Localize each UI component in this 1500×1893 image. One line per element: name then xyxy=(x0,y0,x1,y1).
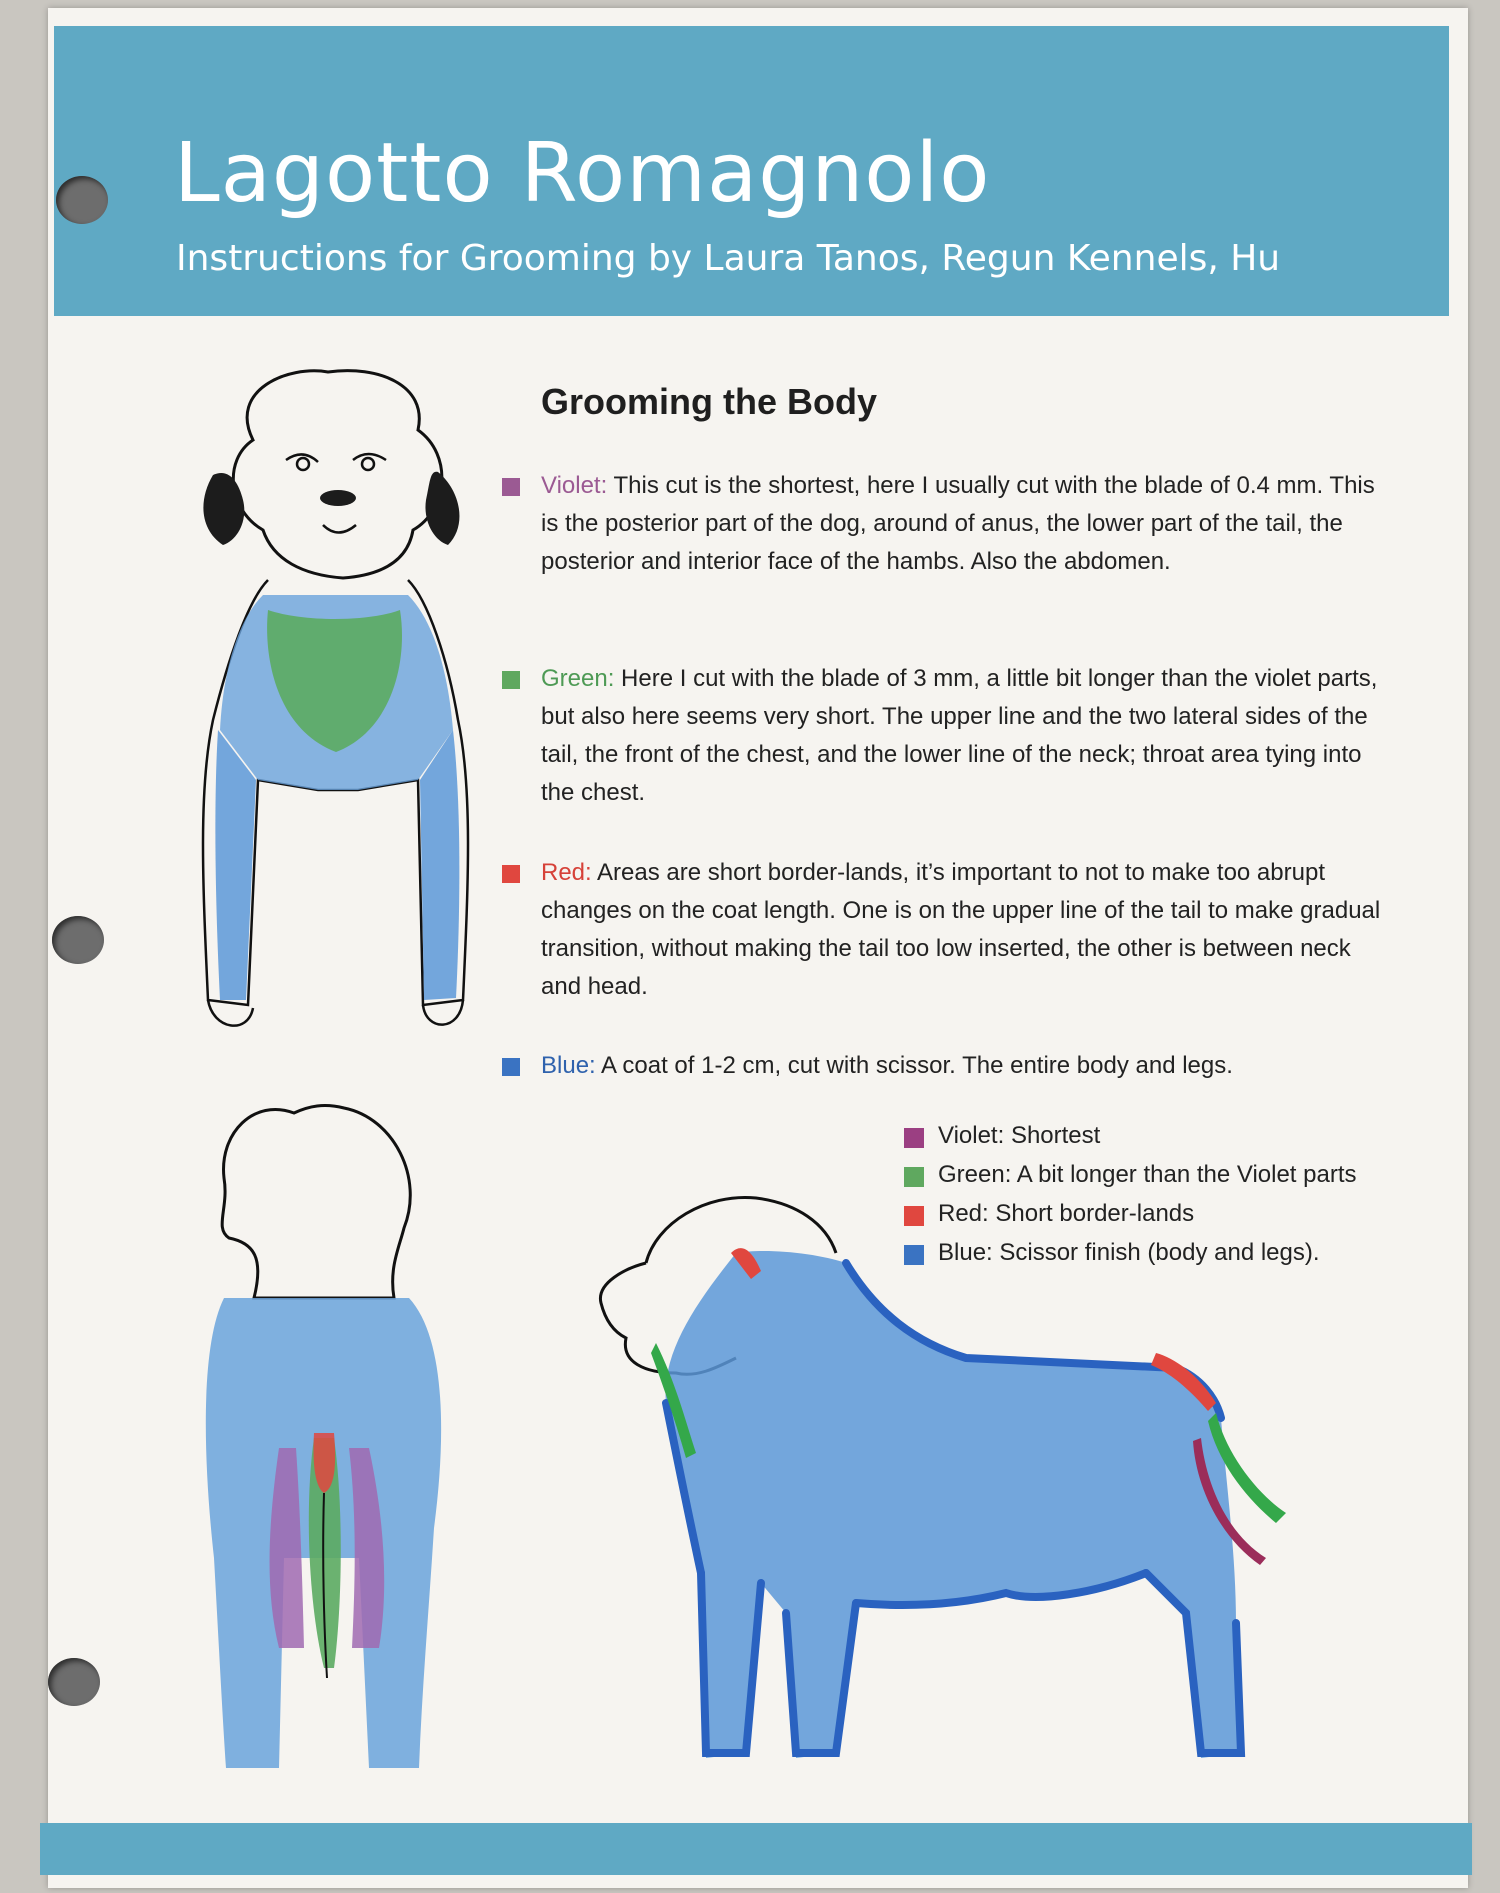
dog-rear-view-icon xyxy=(184,1088,484,1778)
footer-band xyxy=(40,1823,1472,1875)
dog-front-view-icon xyxy=(168,360,508,1050)
green-text: Here I cut with the blade of 3 mm, a little bit longer than the violet parts, but also here seems very short. The upper line and the two lateral sides of the tail, the front of the chest, and the lower line of the neck; throat area tying into the chest. xyxy=(541,665,1378,806)
red-text: Areas are short border-lands, it’s important to not to make too abrupt changes on the coat length. One is on the upper line of the tail to make gradual transition, without making the tail too low inserted, the other is between neck and head. xyxy=(541,859,1381,1000)
punch-hole xyxy=(48,1658,100,1706)
violet-lead: Violet: xyxy=(541,472,608,499)
handout-page xyxy=(48,8,1468,1888)
punch-hole xyxy=(56,176,108,224)
header-band xyxy=(54,26,1449,316)
punch-hole xyxy=(52,916,104,964)
legend-label: Green: A bit longer than the Violet parts xyxy=(938,1161,1357,1188)
green-lead: Green: xyxy=(541,665,615,692)
violet-text: This cut is the shortest, here I usually cut with the blade of 0.4 mm. This is the posterior part of the dog, around of anus, the lower part of the tail, the posterior and interior face of the hambs. Also the abdomen. xyxy=(541,472,1375,575)
red-lead: Red: xyxy=(541,859,592,886)
violet-swatch-icon xyxy=(904,1128,924,1148)
blue-square-icon xyxy=(502,1058,520,1076)
red-instruction xyxy=(541,854,1381,1006)
page-title: Lagotto Romagnolo xyxy=(174,126,991,221)
blue-lead: Blue: xyxy=(541,1052,596,1079)
violet-instruction xyxy=(541,467,1381,581)
dog-side-view-icon xyxy=(536,1153,1296,1773)
legend-label: Blue: Scissor finish (body and legs). xyxy=(938,1239,1320,1266)
blue-text: A coat of 1-2 cm, cut with scissor. The entire body and legs. xyxy=(601,1052,1233,1079)
green-instruction xyxy=(541,660,1381,812)
legend-label: Red: Short border-lands xyxy=(938,1200,1195,1227)
legend-label: Violet: Shortest xyxy=(938,1122,1101,1149)
section-title: Grooming the Body xyxy=(541,381,877,422)
blue-instruction xyxy=(541,1047,1381,1085)
page-subtitle: Instructions for Grooming by Laura Tanos, Regun Kennels, Hu xyxy=(176,238,1281,279)
